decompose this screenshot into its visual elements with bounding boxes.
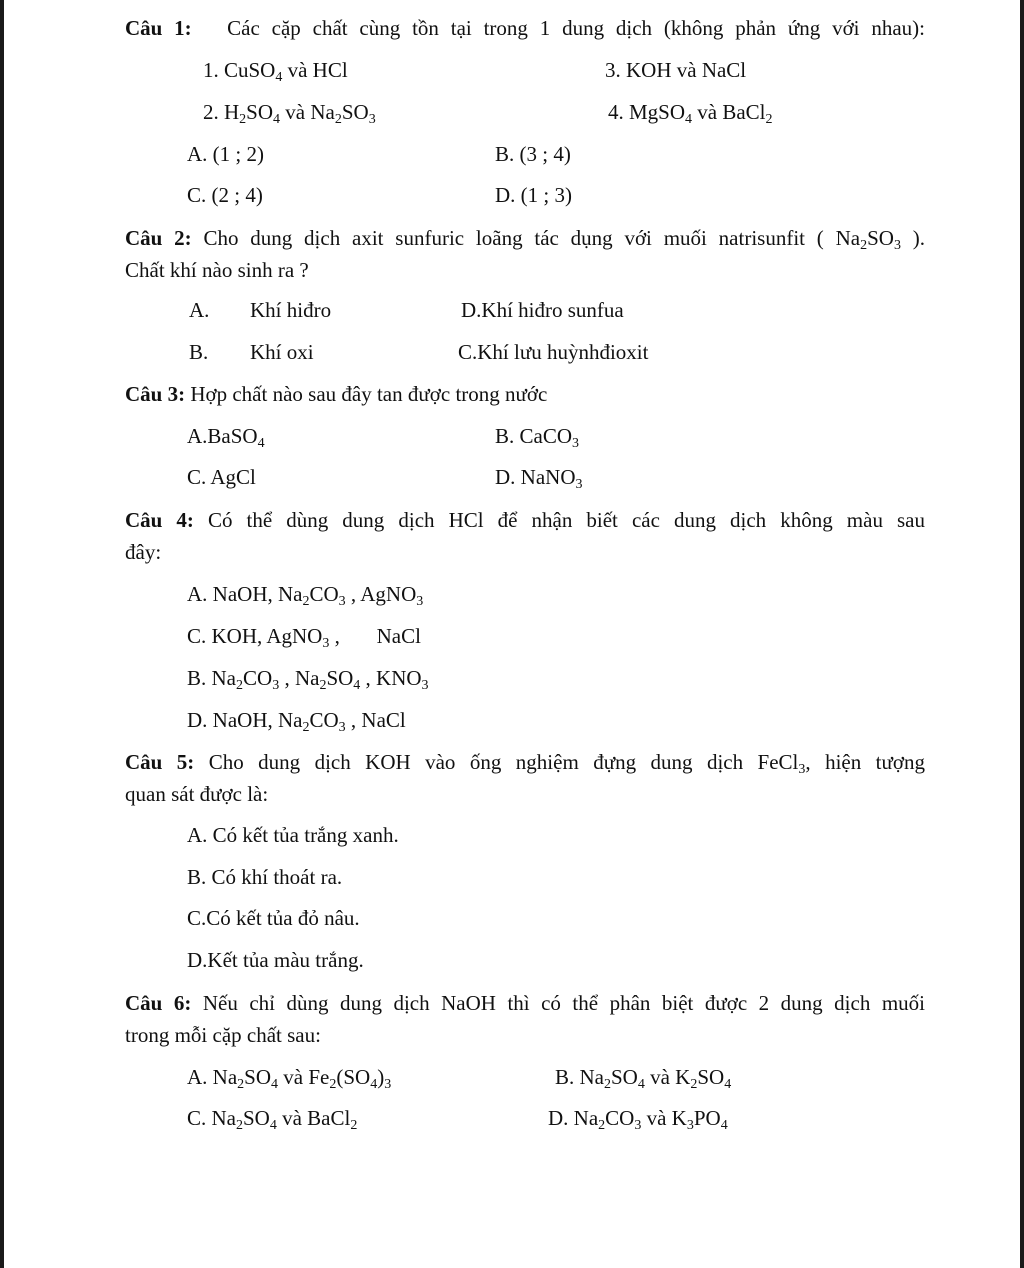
q3-option-d[interactable]: D. NaNO$_3$ bbox=[495, 465, 583, 492]
q2-option-a-letter[interactable]: A. bbox=[189, 298, 210, 322]
q3-option-a[interactable]: A.BaSO$_4$ bbox=[187, 424, 265, 451]
question-label: Câu 6: bbox=[125, 991, 192, 1015]
question-2: Câu 2: Cho dung dịch axit sunfuric loãng tác dụng với muối natrisunfit ( $Na_2SO_3$ ). bbox=[125, 226, 925, 253]
q6-option-b[interactable]: B. $Na_2SO_4$ và $K_2SO_4$ bbox=[555, 1065, 732, 1092]
question-5: Câu 5: Cho dung dịch KOH vào ống nghiệm đựng dung dịch FeCl$_3$, hiện tượng bbox=[125, 750, 925, 777]
q5-option-c[interactable]: C.Có kết tủa đỏ nâu. bbox=[187, 906, 360, 930]
q5-option-d[interactable]: D.Kết tủa màu trắng. bbox=[187, 948, 364, 972]
left-border bbox=[0, 0, 4, 1268]
question-label: Câu 1: bbox=[125, 16, 192, 40]
q3-option-c[interactable]: C. AgCl bbox=[187, 465, 256, 489]
pair-2: 2. $H_2SO_4$ và $Na_2SO_3$ bbox=[203, 100, 376, 127]
question-2-cont: Chất khí nào sinh ra ? bbox=[125, 258, 309, 282]
q6-option-d[interactable]: D. $Na_2CO_3$ và $K_3PO_4$ bbox=[548, 1106, 728, 1133]
question-4-cont: đây: bbox=[125, 540, 162, 564]
question-5-cont: quan sát được là: bbox=[125, 782, 269, 806]
question-text: Các cặp chất cùng tồn tại trong 1 dung dịch (không phản ứng với nhau): bbox=[227, 16, 925, 40]
question-4: Câu 4: Có thể dùng dung dịch HCl để nhận biết các dung dịch không màu sau bbox=[125, 508, 925, 532]
q2-option-c[interactable]: C.Khí lưu huỳnhđioxit bbox=[458, 340, 649, 364]
q6-option-c[interactable]: C. $Na_2SO_4$ và BaCl$_2$ bbox=[187, 1106, 358, 1133]
question-label: Câu 2: bbox=[125, 226, 192, 250]
q4-option-d[interactable]: D. NaOH, $Na_2CO_3$ , NaCl bbox=[187, 708, 406, 735]
question-label: Câu 3: bbox=[125, 382, 186, 406]
q2-option-d[interactable]: D.Khí hiđro sunfua bbox=[461, 298, 624, 322]
q3-option-b[interactable]: B. CaCO$_3$ bbox=[495, 424, 580, 451]
question-label: Câu 4: bbox=[125, 508, 194, 532]
q1-option-c[interactable]: C. (2 ; 4) bbox=[187, 183, 263, 207]
q6-option-a[interactable]: A. $Na_2SO_4$ và $Fe_2(SO_4)_3$ bbox=[187, 1065, 392, 1092]
pair-4: 4. MgSO$_4$ và BaCl$_2$ bbox=[608, 100, 773, 127]
pair-3: 3. KOH và NaCl bbox=[605, 58, 747, 82]
question-label: Câu 5: bbox=[125, 750, 195, 774]
right-border bbox=[1020, 0, 1024, 1268]
q1-option-a[interactable]: A. (1 ; 2) bbox=[187, 142, 264, 166]
q2-option-b-letter[interactable]: B. bbox=[189, 340, 209, 364]
q4-option-c[interactable]: C. KOH, AgNO$_3$ , NaCl bbox=[187, 624, 421, 651]
question-6-cont: trong mỗi cặp chất sau: bbox=[125, 1023, 321, 1047]
q4-option-b[interactable]: B. $Na_2CO_3$ , $Na_2SO_4$ , $KNO_3$ bbox=[187, 666, 429, 693]
q2-option-a[interactable]: Khí hiđro bbox=[250, 298, 332, 322]
question-3: Câu 3: Hợp chất nào sau đây tan được trong nước bbox=[125, 382, 548, 406]
q4-option-a[interactable]: A. NaOH, $Na_2CO_3$ , AgNO$_3$ bbox=[187, 582, 424, 609]
pair-1: 1. CuSO$_4$ và HCl bbox=[203, 58, 348, 85]
q1-option-d[interactable]: D. (1 ; 3) bbox=[495, 183, 572, 207]
q5-option-b[interactable]: B. Có khí thoát ra. bbox=[187, 865, 343, 889]
q1-option-b[interactable]: B. (3 ; 4) bbox=[495, 142, 571, 166]
question-1 bbox=[125, 14, 925, 42]
q2-option-b[interactable]: Khí oxi bbox=[250, 340, 314, 364]
q5-option-a[interactable]: A. Có kết tủa trắng xanh. bbox=[187, 823, 399, 847]
question-6: Câu 6: Nếu chỉ dùng dung dịch NaOH thì có thể phân biệt được 2 dung dịch muối bbox=[125, 991, 926, 1015]
